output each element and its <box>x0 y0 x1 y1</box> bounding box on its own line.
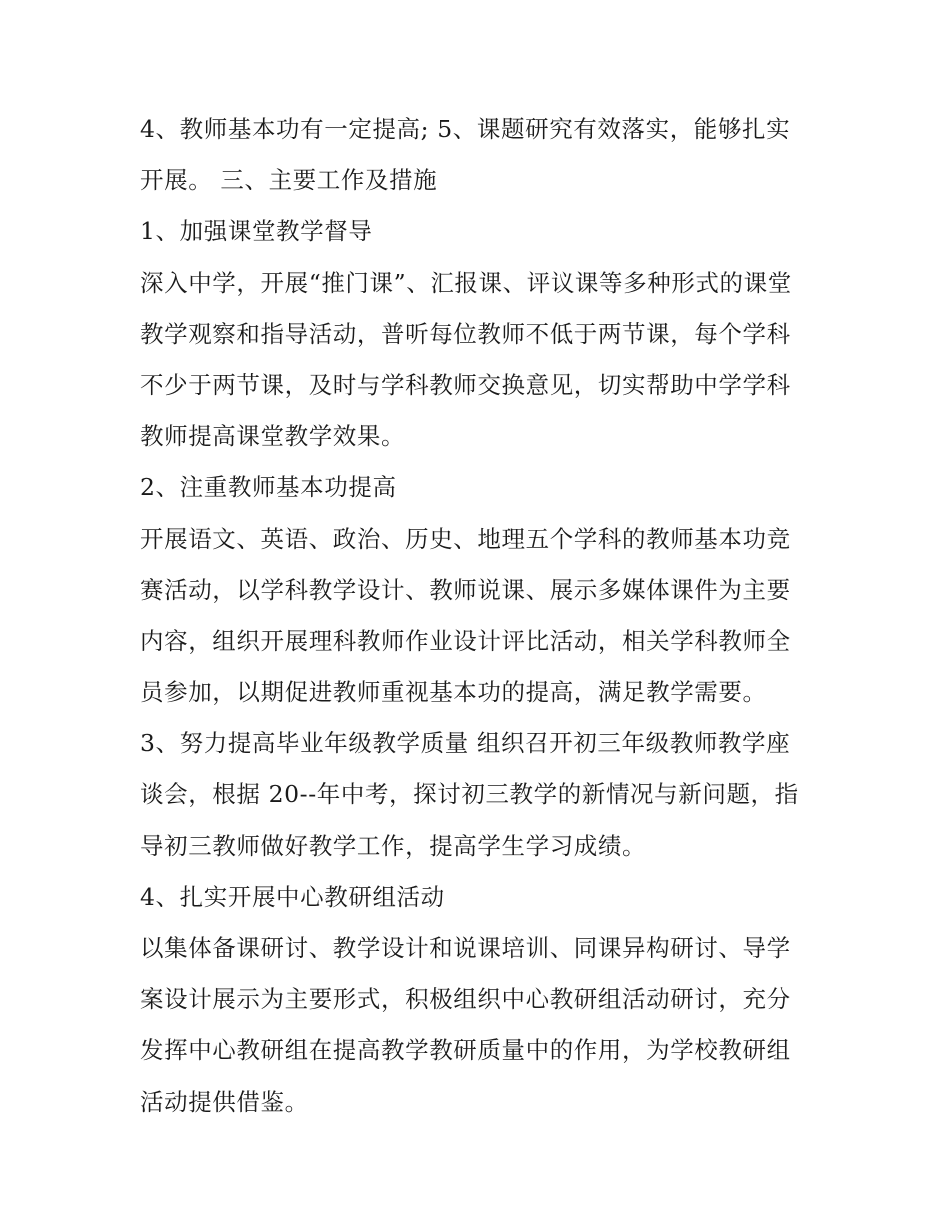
section-heading: 1、加强课堂教学督导 <box>140 217 373 246</box>
text-line: 活动提供借鉴。 <box>140 1087 309 1116</box>
text-line: 员参加，以期促进教师重视基本功的提高，满足教学需要。 <box>140 678 767 707</box>
text-line: 案设计展示为主要形式，积极组织中心教研组活动研讨，充分 <box>140 985 791 1014</box>
text-line: 发挥中心教研组在提高教学教研质量中的作用，为学校教研组 <box>140 1036 791 1065</box>
section-heading: 2、注重教师基本功提高 <box>140 473 397 502</box>
text-line: 谈会，根据 20--年中考，探讨初三教学的新情况与新问题，指 <box>140 780 799 809</box>
text-line: 导初三教师做好教学工作，提高学生学习成绩。 <box>140 831 647 860</box>
text-line: 不少于两节课，及时与学科教师交换意见，切实帮助中学学科 <box>140 370 791 399</box>
text-line: 深入中学，开展“推门课”、汇报课、评议课等多种形式的课堂 <box>140 268 792 297</box>
text-line: 开展语文、英语、政治、历史、地理五个学科的教师基本功竞 <box>140 524 791 553</box>
section-heading: 3、努力提高毕业年级教学质量 组织召开初三年级教师教学座 <box>140 729 791 758</box>
document-body <box>140 104 816 1128</box>
text-line: 4、教师基本功有一定提高; 5、课题研究有效落实，能够扎实 <box>140 115 791 143</box>
text-line: 教学观察和指导活动，普听每位教师不低于两节课，每个学科 <box>140 319 791 348</box>
text-line: 内容，组织开展理科教师作业设计评比活动，相关学科教师全 <box>140 626 791 655</box>
text-line: 以集体备课研讨、教学设计和说课培训、同课异构研讨、导学 <box>140 934 791 962</box>
text-line: 开展。 三、主要工作及措施 <box>140 166 438 195</box>
text-line: 赛活动，以学科教学设计、教师说课、展示多媒体课件为主要 <box>140 575 791 604</box>
section-heading: 4、扎实开展中心教研组活动 <box>140 882 445 911</box>
text-line: 教师提高课堂教学效果。 <box>140 422 406 451</box>
